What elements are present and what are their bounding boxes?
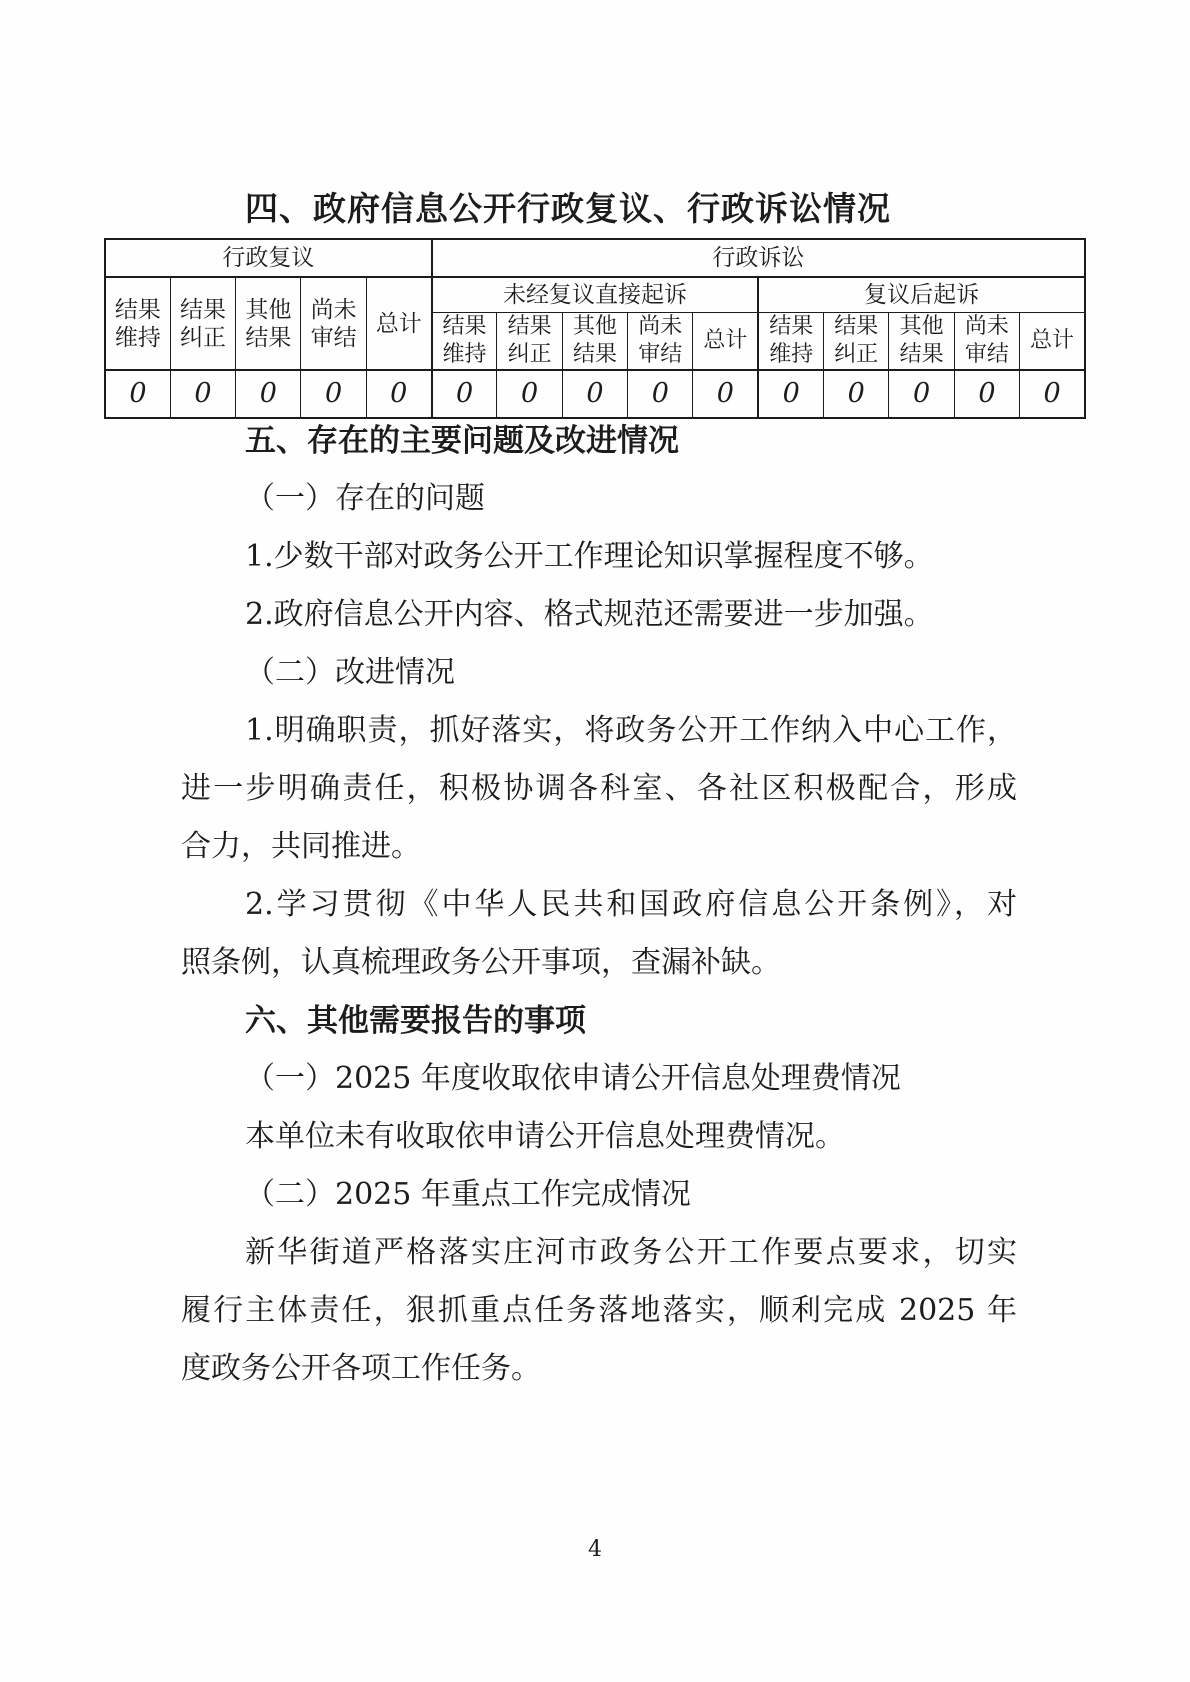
col-header-result-upheld: 结果维持 — [432, 313, 497, 371]
table-value-cell: 0 — [824, 370, 889, 418]
col-header-total: 总计 — [366, 277, 431, 370]
subheading-key-work — [181, 1166, 1017, 1224]
table-value-cell: 0 — [301, 370, 366, 418]
paragraph-line: 进一步明确责任，积极协调各科室、各社区积极配合，形成 — [181, 771, 1017, 806]
col-header-result-upheld: 结果维持 — [758, 313, 823, 371]
col-header-other-result: 其他结果 — [236, 277, 301, 370]
table-value-cell: 0 — [889, 370, 954, 418]
col-header-total: 总计 — [693, 313, 758, 371]
section6-heading — [181, 992, 1017, 1050]
table-value-cell: 0 — [628, 370, 693, 418]
col-header-result-corrected: 结果纠正 — [497, 313, 562, 371]
subheading-text: （一）存在的问题 — [245, 481, 485, 516]
section4-title: 四、政府信息公开行政复议、行政诉讼情况 — [245, 189, 891, 228]
paragraph-line: 履行主体责任，狠抓重点任务落地落实，顺利完成 2025 年 — [181, 1293, 1017, 1328]
paragraph-problem-1 — [181, 528, 1017, 586]
paragraph-line: 2.学习贯彻《中华人民共和国政府信息公开条例》，对 — [245, 887, 1017, 922]
col-header-total: 总计 — [1020, 313, 1085, 371]
review-litigation-table — [104, 238, 1086, 419]
paragraph-fee-statement — [181, 1108, 1017, 1166]
table-value-cell: 0 — [758, 370, 823, 418]
table-value-cell: 0 — [562, 370, 627, 418]
paragraph-line: 度政务公开各项工作任务。 — [181, 1351, 541, 1386]
table-value-cell: 0 — [236, 370, 301, 418]
col-header-pending: 尚未审结 — [954, 313, 1019, 371]
subheading-improvements — [181, 644, 1017, 702]
paragraph-improvement-1 — [181, 702, 1017, 876]
paragraph-line: 本单位未有收取依申请公开信息处理费情况。 — [245, 1119, 845, 1154]
subgroup-header-suit-after-review: 复议后起诉 — [758, 277, 1085, 313]
col-header-other-result: 其他结果 — [889, 313, 954, 371]
subheading-text: （一）2025 年度收取依申请公开信息处理费情况 — [245, 1061, 901, 1096]
col-header-pending: 尚未审结 — [628, 313, 693, 371]
paragraph-problem-2 — [181, 586, 1017, 644]
subheading-existing-problems — [181, 470, 1017, 528]
paragraph-line: 1.明确职责，抓好落实，将政务公开工作纳入中心工作， — [245, 713, 1017, 748]
paragraph-line: 2.政府信息公开内容、格式规范还需要进一步加强。 — [245, 597, 934, 632]
table-row — [105, 370, 1085, 418]
section5-heading — [181, 412, 1017, 470]
paragraph-line: 照条例，认真梳理政务公开事项，查漏补缺。 — [181, 945, 781, 980]
heading-text: 六、其他需要报告的事项 — [245, 1003, 586, 1039]
table-value-cell: 0 — [432, 370, 497, 418]
table-row — [105, 277, 1085, 313]
table-row — [105, 239, 1085, 277]
col-header-pending: 尚未审结 — [301, 277, 366, 370]
col-header-result-upheld: 结果维持 — [105, 277, 170, 370]
col-header-result-corrected: 结果纠正 — [824, 313, 889, 371]
table-value-cell: 0 — [954, 370, 1019, 418]
heading-text: 五、存在的主要问题及改进情况 — [245, 423, 679, 459]
body-content — [181, 412, 1017, 1398]
page-number: 4 — [588, 1537, 602, 1562]
subheading-text: （二）2025 年重点工作完成情况 — [245, 1177, 691, 1212]
subgroup-header-direct-suit: 未经复议直接起诉 — [432, 277, 759, 313]
subheading-text: （二）改进情况 — [245, 655, 455, 690]
group-header-litigation: 行政诉讼 — [432, 239, 1085, 277]
col-header-other-result: 其他结果 — [562, 313, 627, 371]
table-value-cell: 0 — [693, 370, 758, 418]
table-value-cell: 0 — [105, 370, 170, 418]
subheading-fee-collection — [181, 1050, 1017, 1108]
table-value-cell: 0 — [170, 370, 235, 418]
table-value-cell: 0 — [497, 370, 562, 418]
paragraph-line: 合力，共同推进。 — [181, 829, 421, 864]
col-header-result-corrected: 结果纠正 — [170, 277, 235, 370]
table-value-cell: 0 — [366, 370, 431, 418]
paragraph-improvement-2 — [181, 876, 1017, 992]
paragraph-key-work — [181, 1224, 1017, 1398]
group-header-review: 行政复议 — [105, 239, 432, 277]
paragraph-line: 1.少数干部对政务公开工作理论知识掌握程度不够。 — [245, 539, 934, 574]
table-value-cell: 0 — [1020, 370, 1085, 418]
paragraph-line: 新华街道严格落实庄河市政务公开工作要点要求，切实 — [245, 1235, 1017, 1270]
